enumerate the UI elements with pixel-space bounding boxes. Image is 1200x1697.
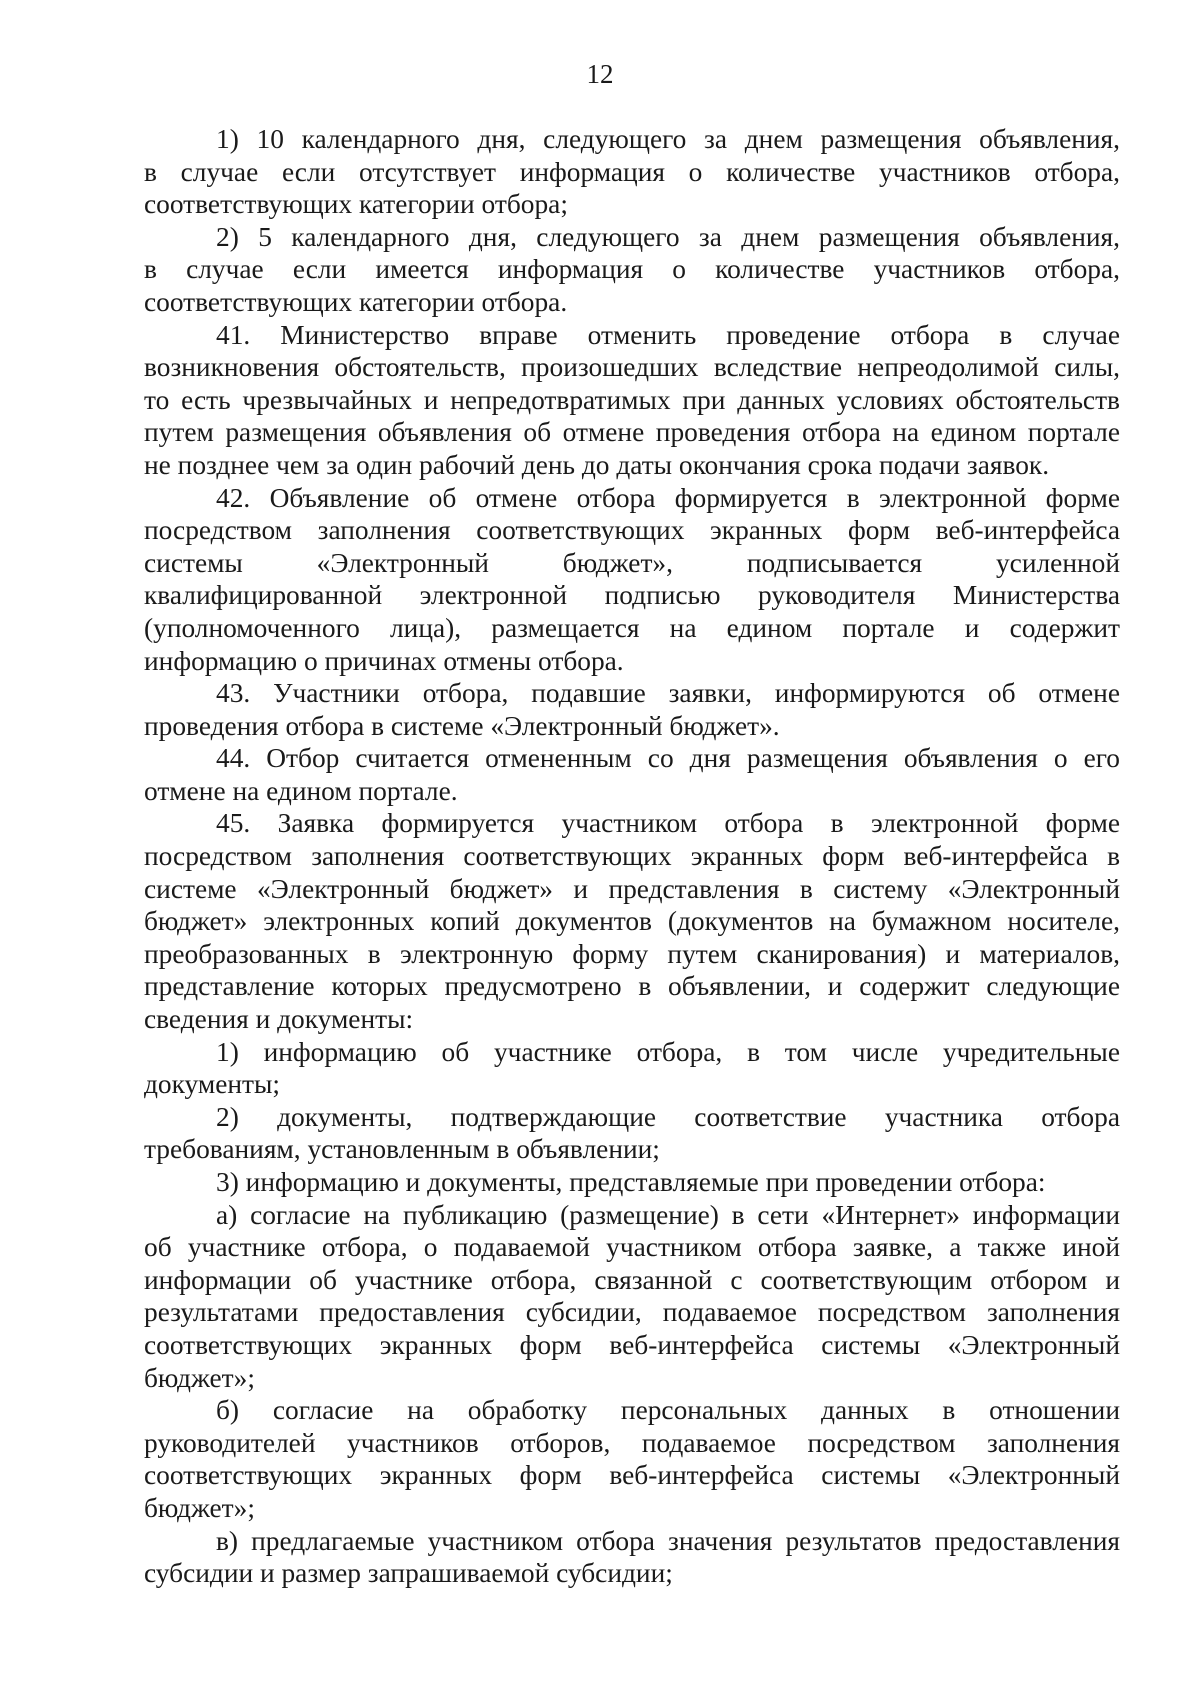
text-line: возникновения обстоятельств, произошедших вследствие непреодолимой силы, bbox=[144, 352, 1120, 383]
text-line: квалифицированной электронной подписью руководителя Министерства bbox=[144, 580, 1120, 611]
text-line: а) согласие на публикацию (размещение) в сети «Интернет» информации bbox=[216, 1199, 1120, 1230]
page-number: 12 bbox=[586, 59, 614, 89]
text-line: 1) 10 календарного дня, следующего за днем размещения объявления, bbox=[216, 124, 1120, 154]
text-line: 3) информацию и документы, представляемые при проведении отбора: bbox=[216, 1167, 1046, 1197]
text-line: системе «Электронный бюджет» и представления в систему «Электронный bbox=[144, 873, 1120, 904]
text-line: в случае если отсутствует информация о количестве участников отбора, bbox=[144, 156, 1120, 187]
text-line: (уполномоченного лица), размещается на едином портале и содержит bbox=[144, 612, 1120, 643]
text-line: посредством заполнения соответствующих экранных форм веб-интерфейса bbox=[144, 515, 1120, 546]
text-line: соответствующих категории отбора; bbox=[144, 189, 568, 220]
text-line: проведения отбора в системе «Электронный бюджет». bbox=[144, 710, 780, 741]
text-line: путем размещения объявления об отмене проведения отбора на едином портале bbox=[144, 417, 1120, 448]
paragraph-p-42 bbox=[144, 482, 1120, 678]
text-line: об участнике отбора, о подаваемой участником отбора заявке, а также иной bbox=[144, 1232, 1120, 1263]
paragraph-p-45-3-a bbox=[144, 1199, 1120, 1395]
document-body bbox=[144, 123, 1120, 1590]
text-line: то есть чрезвычайных и непредотвратимых при данных условиях обстоятельств bbox=[144, 384, 1120, 415]
text-line: субсидии и размер запрашиваемой субсидии; bbox=[144, 1558, 673, 1589]
text-line: 44. Отбор считается отмененным со дня размещения объявления о его bbox=[216, 743, 1120, 774]
text-line: отмене на едином портале. bbox=[144, 775, 458, 806]
paragraph-p-45-2 bbox=[144, 1101, 1120, 1166]
paragraph-p-40-1 bbox=[144, 123, 1120, 221]
paragraph-p-45-1 bbox=[144, 1036, 1120, 1101]
text-line: сведения и документы: bbox=[144, 1004, 414, 1035]
paragraph-p-45-3-b bbox=[144, 1394, 1120, 1524]
text-line: результатами предоставления субсидии, подаваемое посредством заполнения bbox=[144, 1297, 1120, 1328]
text-line: соответствующих категории отбора. bbox=[144, 286, 568, 317]
text-line: соответствующих экранных форм веб-интерфейса системы «Электронный bbox=[144, 1329, 1120, 1360]
text-line: бюджет»; bbox=[144, 1362, 255, 1393]
text-line: руководителей участников отборов, подаваемое посредством заполнения bbox=[144, 1427, 1120, 1458]
paragraph-p-44 bbox=[144, 742, 1120, 807]
text-line: не позднее чем за один рабочий день до даты окончания срока подачи заявок. bbox=[144, 449, 1050, 480]
text-line: в случае если имеется информация о количестве участников отбора, bbox=[144, 254, 1120, 285]
text-line: требованиям, установленным в объявлении; bbox=[144, 1134, 660, 1165]
text-line: системы «Электронный бюджет», подписывается усиленной bbox=[144, 547, 1120, 578]
text-line: соответствующих экранных форм веб-интерфейса системы «Электронный bbox=[144, 1460, 1120, 1491]
paragraph-p-40-2 bbox=[144, 221, 1120, 319]
text-line: посредством заполнения соответствующих экранных форм веб-интерфейса в bbox=[144, 841, 1120, 872]
text-line: 42. Объявление об отмене отбора формируется в электронной форме bbox=[216, 482, 1120, 513]
paragraph-p-45 bbox=[144, 807, 1120, 1035]
paragraph-p-45-3 bbox=[144, 1166, 1120, 1199]
text-line: б) согласие на обработку персональных данных в отношении bbox=[216, 1395, 1120, 1426]
text-line: 43. Участники отбора, подавшие заявки, информируются об отмене bbox=[216, 678, 1120, 709]
paragraph-p-41 bbox=[144, 319, 1120, 482]
text-line: 2) 5 календарного дня, следующего за днем размещения объявления, bbox=[216, 221, 1120, 252]
text-line: 1) информацию об участнике отбора, в том числе учредительные bbox=[216, 1036, 1120, 1067]
text-line: бюджет» электронных копий документов (документов на бумажном носителе, bbox=[144, 906, 1120, 937]
text-line: информации об участнике отбора, связанной с соответствующим отбором и bbox=[144, 1264, 1120, 1295]
text-line: представление которых предусмотрено в объявлении, и содержит следующие bbox=[144, 971, 1120, 1002]
text-line: бюджет»; bbox=[144, 1492, 255, 1523]
paragraph-p-45-3-v bbox=[144, 1525, 1120, 1590]
text-line: 45. Заявка формируется участником отбора в электронной форме bbox=[216, 808, 1120, 839]
text-line: преобразованных в электронную форму путем сканирования) и материалов, bbox=[144, 938, 1120, 969]
text-line: в) предлагаемые участником отбора значения результатов предоставления bbox=[216, 1525, 1120, 1556]
paragraph-p-43 bbox=[144, 677, 1120, 742]
text-line: 41. Министерство вправе отменить проведение отбора в случае bbox=[216, 319, 1120, 350]
text-line: 2) документы, подтверждающие соответствие участника отбора bbox=[216, 1101, 1120, 1132]
text-line: информацию о причинах отмены отбора. bbox=[144, 645, 624, 676]
text-line: документы; bbox=[144, 1069, 281, 1100]
